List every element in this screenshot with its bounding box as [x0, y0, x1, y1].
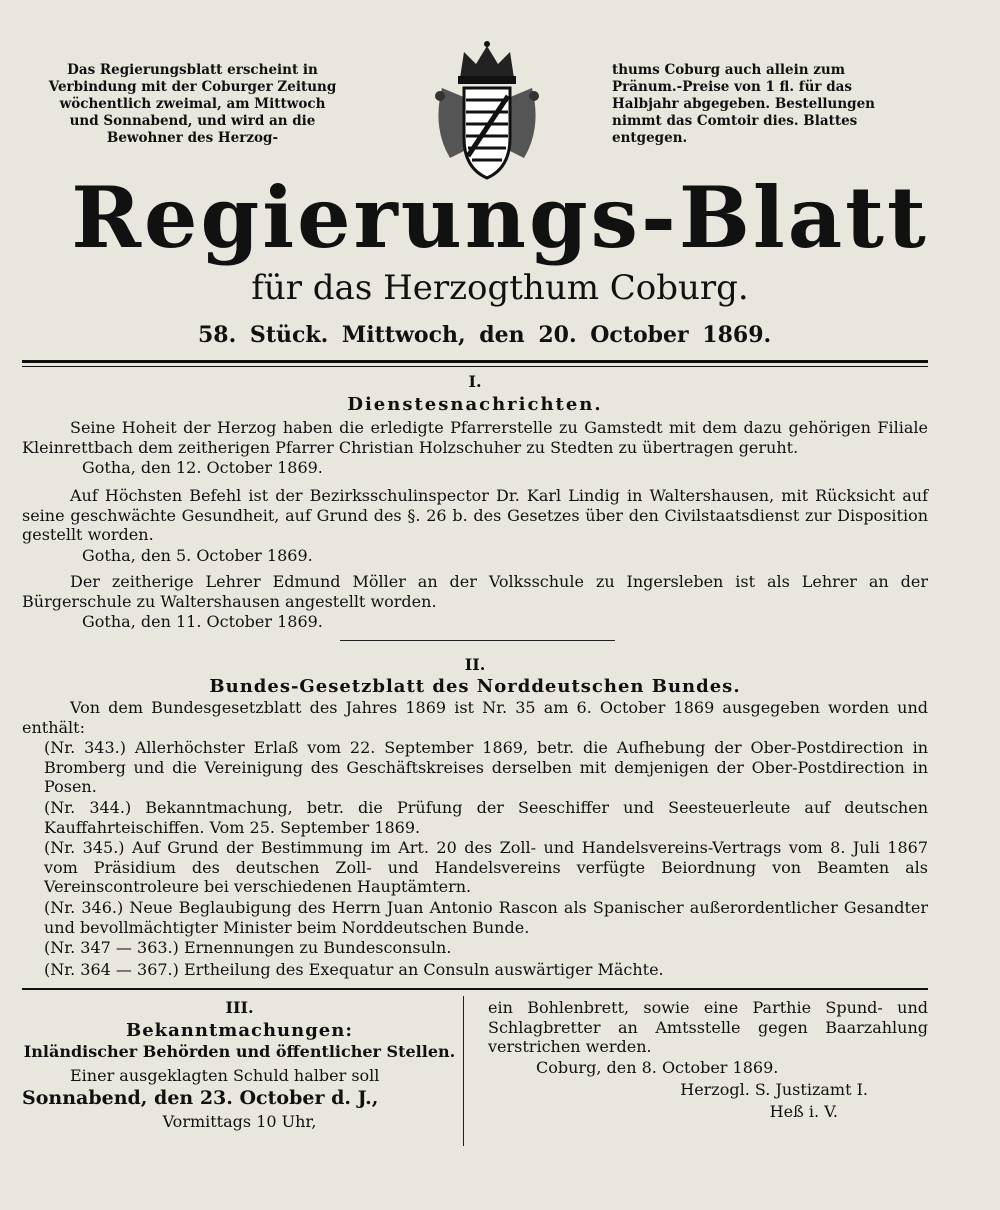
section-3-rule: [22, 988, 928, 990]
auction-intro: Einer ausgeklagten Schuld halber soll: [70, 1066, 380, 1085]
section-2-intro: Von dem Bundesgesetzblatt des Jahres 1869 ist Nr. 35 am 6. October 1869 ausgegeben worden und enthält:: [22, 698, 928, 737]
auction-notice-date: Coburg, den 8. October 1869.: [536, 1058, 779, 1077]
column-divider: [463, 996, 464, 1146]
bulletin-item-346: (Nr. 346.) Neue Beglaubigung des Herrn Juan Antonio Rascon als Spanischer außerordentlicher Gesandter und bevollmächtigter Minister beim Norddeutschen Bunde.: [44, 898, 928, 937]
official-signature: Heß i. V.: [769, 1102, 838, 1121]
masthead-rule-thin: [22, 366, 928, 367]
section-1-paragraph-3: Der zeitherige Lehrer Edmund Möller an der Volksschule zu Ingersleben ist als Lehrer an der Bürgerschule zu Waltershausen angestellt worden.: [22, 572, 928, 611]
masthead-right-notice: thums Coburg auch allein zum Pränum.-Preise von 1 fl. für das Halbjahr abgegeben. Bestellungen nimmt das Comtoir dies. Blattes entgegen.: [612, 62, 875, 146]
bulletin-item-364-367: (Nr. 364 — 367.) Ertheilung des Exequatur an Consuln auswärtiger Mächte.: [44, 960, 664, 979]
section-1-date-1: Gotha, den 12. October 1869.: [82, 458, 323, 477]
masthead-left-notice: Das Regierungsblatt erscheint in Verbindung mit der Coburger Zeitung wöchentlich zweimal, am Mittwoch und Sonnabend, und wird an die Bewohner des Herzog-: [48, 62, 337, 146]
section-3-number: III.: [225, 998, 254, 1017]
issue-line: 58. Stück. Mittwoch, den 20. October 1869.: [198, 322, 772, 348]
section-2-number: II.: [464, 655, 486, 674]
masthead-rule: [22, 360, 928, 363]
auction-goods-text: ein Bohlenbrett, sowie eine Parthie Spund- und Schlagbretter an Amtsstelle gegen Baarzahlung verstrichen werden.: [488, 998, 928, 1056]
auction-date: Sonnabend, den 23. October d. J.,: [22, 1087, 379, 1109]
section-divider: [340, 640, 615, 641]
section-1-heading: Dienstesnachrichten.: [347, 394, 603, 415]
auction-time: Vormittags 10 Uhr,: [162, 1112, 317, 1131]
bulletin-item-343: (Nr. 343.) Allerhöchster Erlaß vom 22. September 1869, betr. die Aufhebung der Ober-Postdirection in Bromberg und die Vereinigung des Geschäftskreises derselben mit demjenigen der Ober-Postdirection in Posen.: [44, 738, 928, 796]
section-3-subheading: Inländischer Behörden und öffentlicher Stellen.: [23, 1042, 456, 1061]
authority-signature: Herzogl. S. Justizamt I.: [680, 1080, 868, 1099]
coat-of-arms-crest: [412, 38, 562, 188]
section-1-date-2: Gotha, den 5. October 1869.: [82, 546, 313, 565]
section-1-paragraph-1: Seine Hoheit der Herzog haben die erledigte Pfarrerstelle zu Gamstedt mit dem dazu gehörigen Filiale Kleinrettbach dem zeitherigen Pfarrer Christian Holzschuher zu Stedten zu übertragen geruht.: [22, 418, 928, 457]
section-3-heading: Bekanntmachungen:: [126, 1020, 353, 1041]
section-1-number: I.: [468, 372, 482, 391]
newspaper-subtitle: für das Herzogthum Coburg.: [251, 268, 749, 308]
section-1-date-3: Gotha, den 11. October 1869.: [82, 612, 323, 631]
bulletin-item-345: (Nr. 345.) Auf Grund der Bestimmung im Art. 20 des Zoll- und Handelsvereins-Vertrags vom 8. Juli 1867 vom Präsidium des deutschen Zoll- und Handelsvereins verfügte Beiordnung von Beamten als Vereinscontroleure bei verschiedenen Hauptämtern.: [44, 838, 928, 896]
section-1-paragraph-2: Auf Höchsten Befehl ist der Bezirksschulinspector Dr. Karl Lindig in Waltershausen, mit Rücksicht auf seine geschwächte Gesundheit, auf Grund des §. 26 b. des Gesetzes über den Civilstaatsdienst zur Disposition gestellt worden.: [22, 486, 928, 544]
section-2-heading: Bundes-Gesetzblatt des Norddeutschen Bundes.: [209, 676, 741, 697]
bulletin-item-344: (Nr. 344.) Bekanntmachung, betr. die Prüfung der Seeschiffer und Seesteuerleute auf deutschen Kauffahrteischiffen. Vom 25. September 1869.: [44, 798, 928, 837]
bulletin-item-347-363: (Nr. 347 — 363.) Ernennungen zu Bundesconsuln.: [44, 938, 452, 957]
newspaper-title: Regierungs-Blatt: [71, 168, 929, 267]
